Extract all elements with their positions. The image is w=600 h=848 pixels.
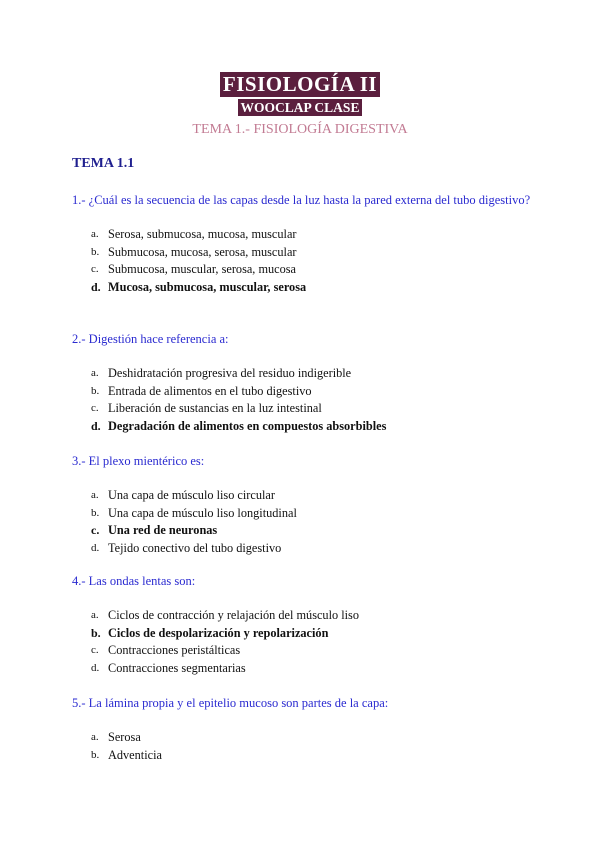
option-letter: b. <box>91 625 101 640</box>
option-c <box>91 261 532 279</box>
option-text: Una red de neuronas <box>108 523 218 537</box>
option-b <box>91 747 532 765</box>
question-5 <box>72 694 532 764</box>
option-d <box>91 660 532 678</box>
question-text: 5.- La lámina propia y el epitelio mucoso son partes de la capa: <box>72 696 389 710</box>
option-letter: a. <box>91 731 99 743</box>
option-a <box>91 226 532 244</box>
option-letter: a. <box>91 489 99 501</box>
option-letter: b. <box>91 245 100 258</box>
option-text: Una capa de músculo liso longitudinal <box>108 505 297 520</box>
option-letter: d. <box>91 418 101 433</box>
section-title: TEMA 1.1 <box>72 156 135 171</box>
option-text: Serosa <box>108 730 141 744</box>
option-a <box>91 729 532 747</box>
question-1 <box>72 191 532 296</box>
option-letter: c. <box>91 523 100 537</box>
option-d-correct <box>91 279 532 297</box>
question-text: 4.- Las ondas lentas son: <box>72 574 196 588</box>
option-letter: b. <box>91 506 100 519</box>
option-text: Contracciones peristálticas <box>108 643 241 657</box>
option-b <box>91 505 532 523</box>
question-2 <box>72 330 532 435</box>
option-text: Ciclos de contracción y relajación del músculo liso <box>108 608 359 622</box>
option-list <box>91 729 532 764</box>
option-letter: d. <box>91 279 101 294</box>
option-text: Degradación de alimentos en compuestos absorbibles <box>108 418 387 433</box>
option-text: Deshidratación progresiva del residuo indigerible <box>108 366 352 380</box>
option-letter: d. <box>91 541 100 554</box>
option-c-correct <box>91 522 532 540</box>
option-list <box>91 365 532 435</box>
option-list <box>91 226 532 296</box>
document-subtitle: WOOCLAP CLASE <box>238 99 363 116</box>
option-text: Liberación de sustancias en la luz intestinal <box>108 401 322 415</box>
option-a <box>91 487 532 505</box>
option-d-correct <box>91 418 532 436</box>
option-a <box>91 607 532 625</box>
option-c <box>91 400 532 418</box>
option-d <box>91 540 532 558</box>
option-letter: c. <box>91 644 99 656</box>
option-letter: a. <box>91 609 99 621</box>
option-b-correct <box>91 625 532 643</box>
option-text: Entrada de alimentos en el tubo digestivo <box>108 383 312 398</box>
question-text: 3.- El plexo mientérico es: <box>72 454 205 468</box>
option-text: Mucosa, submucosa, muscular, serosa <box>108 279 307 294</box>
option-letter: a. <box>91 367 99 379</box>
option-letter: b. <box>91 384 100 397</box>
option-text: Tejido conectivo del tubo digestivo <box>108 540 282 555</box>
document-title: FISIOLOGÍA II <box>220 72 380 97</box>
option-list <box>91 607 532 677</box>
question-4 <box>72 572 532 677</box>
option-text: Serosa, submucosa, mucosa, muscular <box>108 227 297 241</box>
option-text: Contracciones segmentarias <box>108 660 246 675</box>
option-letter: a. <box>91 228 99 240</box>
option-letter: c. <box>91 402 99 414</box>
option-b <box>91 383 532 401</box>
option-text: Submucosa, mucosa, serosa, muscular <box>108 244 297 259</box>
topic-title: TEMA 1.- FISIOLOGÍA DIGESTIVA <box>192 122 408 137</box>
option-text: Submucosa, muscular, serosa, mucosa <box>108 262 297 276</box>
option-b <box>91 244 532 262</box>
question-text: 2.- Digestión hace referencia a: <box>72 332 229 346</box>
option-c <box>91 642 532 660</box>
option-letter: d. <box>91 661 100 674</box>
option-text: Una capa de músculo liso circular <box>108 488 275 502</box>
question-text: 1.- ¿Cuál es la secuencia de las capas desde la luz hasta la pared externa del tubo digestivo? <box>72 193 531 207</box>
document-header <box>0 72 600 138</box>
option-letter: c. <box>91 263 99 275</box>
option-a <box>91 365 532 383</box>
option-text: Ciclos de despolarización y repolarización <box>108 625 329 640</box>
question-3 <box>72 452 532 557</box>
option-list <box>91 487 532 557</box>
option-text: Adventicia <box>108 747 162 762</box>
option-letter: b. <box>91 748 100 761</box>
